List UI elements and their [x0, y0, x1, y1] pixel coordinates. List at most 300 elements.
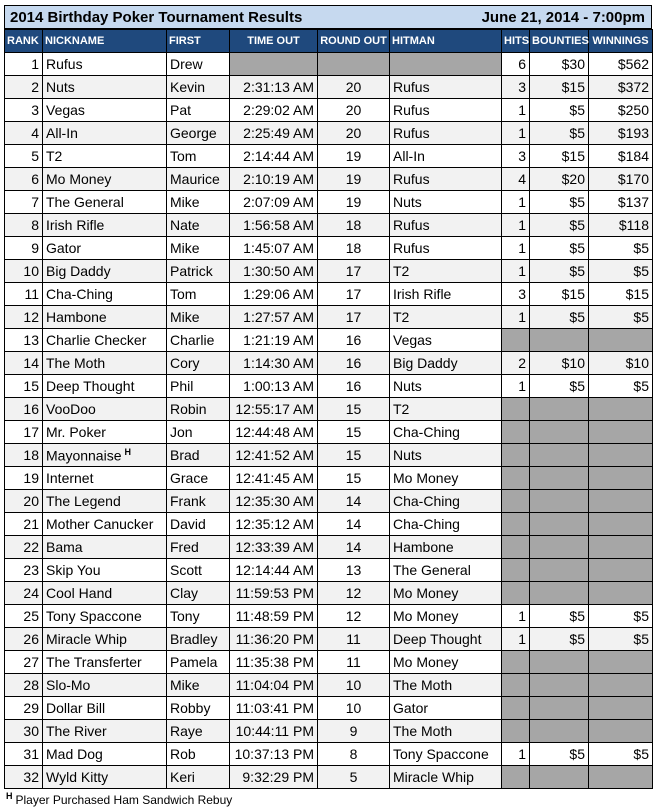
first-name-cell: [167, 628, 230, 651]
hits-cell-text: 1: [518, 631, 526, 647]
table-row: [5, 168, 653, 191]
winnings-cell: [589, 628, 653, 651]
nickname-cell: [43, 260, 167, 283]
winnings-cell-text: $5: [633, 378, 649, 394]
hits-cell-text: 1: [518, 746, 526, 762]
time-out-cell: [230, 329, 318, 352]
results-body: [5, 53, 653, 789]
first-name-cell: [167, 513, 230, 536]
round-out-cell-text: 14: [345, 493, 362, 509]
rank-cell-text: 27: [23, 654, 39, 670]
bounties-cell: [530, 76, 589, 99]
rank-cell-text: 18: [23, 447, 39, 463]
rank-cell: [5, 375, 43, 398]
nickname-cell-text: Rufus: [46, 56, 83, 72]
first-name-cell-text: Frank: [170, 493, 206, 509]
table-row: [5, 743, 653, 766]
nickname-cell-text: Mother Canucker: [46, 516, 154, 532]
rank-cell-text: 1: [31, 56, 39, 72]
winnings-cell: [589, 720, 653, 743]
footnote: [6, 791, 232, 807]
table-row: [5, 490, 653, 513]
nickname-cell: [43, 444, 167, 467]
nickname-cell: [43, 628, 167, 651]
bounties-cell: [530, 214, 589, 237]
bounties-cell-text: $5: [569, 125, 585, 141]
winnings-cell: [589, 352, 653, 375]
round-out-cell: [318, 628, 390, 651]
time-out-cell-text: 1:45:07 AM: [243, 240, 314, 256]
round-out-cell-text: 19: [345, 194, 362, 210]
nickname-cell-text: Slo-Mo: [46, 677, 91, 693]
nickname-cell-text: Dollar Bill: [46, 700, 106, 716]
time-out-cell-text: 9:32:29 PM: [242, 769, 314, 785]
time-out-cell: [230, 444, 318, 467]
bounties-cell: [530, 122, 589, 145]
table-row: [5, 352, 653, 375]
table-row: [5, 398, 653, 421]
time-out-cell-text: 2:14:44 AM: [243, 148, 314, 164]
round-out-cell-text: 17: [345, 309, 362, 325]
first-name-cell-text: Charlie: [170, 332, 215, 348]
time-out-cell-text: 10:44:11 PM: [235, 723, 314, 739]
first-name-cell-text: Pamela: [170, 654, 218, 670]
rank-cell-text: 22: [23, 539, 39, 555]
hitman-cell-text: Deep Thought: [393, 631, 482, 647]
round-out-cell: [318, 76, 390, 99]
time-out-cell: [230, 122, 318, 145]
bounties-cell: [530, 260, 589, 283]
hitman-cell-text: Cha-Ching: [393, 493, 460, 509]
bounties-cell: [530, 628, 589, 651]
table-row: [5, 53, 653, 76]
nickname-cell-text: Vegas: [46, 102, 85, 118]
rank-cell: [5, 766, 43, 789]
hits-cell-text: 1: [518, 102, 526, 118]
table-row: [5, 122, 653, 145]
hitman-cell-text: Cha-Ching: [393, 424, 460, 440]
bounties-cell-text: $20: [561, 171, 585, 187]
time-out-cell-text: 12:44:48 AM: [235, 424, 314, 440]
bounties-cell: [530, 329, 589, 352]
round-out-cell: [318, 53, 390, 76]
first-name-cell: [167, 76, 230, 99]
hitman-cell: [390, 283, 502, 306]
hits-cell-text: 3: [518, 79, 526, 95]
rank-cell: [5, 651, 43, 674]
rebuy-mark: H: [124, 446, 131, 457]
nickname-cell-text: The Transferter: [46, 654, 142, 670]
hitman-cell-text: The General: [393, 562, 471, 578]
winnings-cell: [589, 76, 653, 99]
nickname-cell: [43, 605, 167, 628]
round-out-cell-text: 11: [346, 631, 361, 647]
hitman-cell: [390, 490, 502, 513]
results-sheet: [4, 5, 652, 789]
time-out-cell: [230, 467, 318, 490]
nickname-cell: [43, 559, 167, 582]
hitman-cell: [390, 122, 502, 145]
rank-cell: [5, 720, 43, 743]
round-out-cell: [318, 559, 390, 582]
hits-cell: [502, 352, 530, 375]
winnings-cell-text: $562: [617, 56, 649, 72]
bounties-cell: [530, 398, 589, 421]
table-row: [5, 628, 653, 651]
first-name-cell: [167, 674, 230, 697]
time-out-cell-text: 12:35:12 AM: [235, 516, 314, 532]
round-out-cell: [318, 467, 390, 490]
rank-cell: [5, 582, 43, 605]
rank-cell-text: 5: [31, 148, 39, 164]
nickname-cell-text: VooDoo: [46, 401, 96, 417]
first-name-cell: [167, 191, 230, 214]
rank-cell-text: 7: [31, 194, 39, 210]
rank-cell: [5, 99, 43, 122]
first-name-cell: [167, 329, 230, 352]
bounties-cell: [530, 352, 589, 375]
winnings-cell-text: $10: [625, 355, 649, 371]
bounties-cell-text: $15: [561, 148, 585, 164]
first-name-cell: [167, 743, 230, 766]
table-row: [5, 283, 653, 306]
time-out-cell: [230, 260, 318, 283]
round-out-cell-text: 14: [345, 516, 362, 532]
time-out-cell: [230, 559, 318, 582]
nickname-cell-text: The River: [46, 723, 107, 739]
winnings-cell: [589, 375, 653, 398]
hitman-cell-text: Hambone: [393, 539, 454, 555]
nickname-cell: [43, 398, 167, 421]
hitman-cell: [390, 260, 502, 283]
hitman-cell-text: T2: [393, 263, 410, 279]
first-name-cell-text: Mike: [170, 309, 200, 325]
hits-cell: [502, 99, 530, 122]
first-name-cell: [167, 375, 230, 398]
winnings-cell-text: $193: [617, 125, 649, 141]
winnings-cell-text: $15: [625, 286, 649, 302]
rank-cell-text: 13: [23, 332, 39, 348]
round-out-cell: [318, 237, 390, 260]
nickname-cell-text: All-In: [46, 125, 78, 141]
winnings-cell: [589, 467, 653, 490]
rank-cell: [5, 559, 43, 582]
round-out-cell: [318, 329, 390, 352]
results-table: [4, 29, 653, 789]
nickname-cell-text: Big Daddy: [46, 263, 111, 279]
rank-cell-text: 12: [23, 309, 39, 325]
winnings-cell: [589, 53, 653, 76]
first-name-cell-text: Tom: [170, 286, 197, 302]
nickname-cell: [43, 145, 167, 168]
round-out-cell-text: 20: [345, 79, 362, 95]
winnings-cell: [589, 651, 653, 674]
hits-cell-text: 1: [518, 194, 526, 210]
time-out-cell: [230, 513, 318, 536]
hitman-cell-text: Miracle Whip: [393, 769, 474, 785]
rank-cell-text: 10: [23, 263, 39, 279]
round-out-cell-text: 8: [349, 746, 358, 762]
round-out-cell: [318, 697, 390, 720]
bounties-cell-text: $15: [561, 79, 585, 95]
winnings-cell: [589, 283, 653, 306]
winnings-cell: [589, 674, 653, 697]
hitman-cell: [390, 766, 502, 789]
first-name-cell: [167, 214, 230, 237]
hitman-cell: [390, 421, 502, 444]
round-out-cell: [318, 766, 390, 789]
table-row: [5, 375, 653, 398]
nickname-cell-text: The Moth: [46, 355, 106, 371]
round-out-cell: [318, 674, 390, 697]
rank-cell-text: 30: [23, 723, 39, 739]
nickname-cell-text: T2: [46, 148, 63, 164]
round-out-cell: [318, 168, 390, 191]
rank-cell: [5, 513, 43, 536]
nickname-cell: [43, 122, 167, 145]
nickname-cell: [43, 352, 167, 375]
first-name-cell-text: Rob: [170, 746, 196, 762]
round-out-cell-text: 10: [345, 677, 362, 693]
winnings-cell: [589, 260, 653, 283]
rank-cell: [5, 145, 43, 168]
first-name-cell: [167, 605, 230, 628]
hitman-cell-text: Rufus: [393, 171, 430, 187]
hitman-cell-text: All-In: [393, 148, 425, 164]
hits-cell: [502, 283, 530, 306]
hits-cell-text: 2: [518, 355, 526, 371]
bounties-cell: [530, 467, 589, 490]
hitman-cell-text: Vegas: [393, 332, 432, 348]
table-row: [5, 651, 653, 674]
round-out-cell-text: 17: [345, 286, 362, 302]
time-out-cell-text: 2:29:02 AM: [243, 102, 314, 118]
round-out-cell: [318, 743, 390, 766]
rank-cell-text: 3: [31, 102, 39, 118]
bounties-cell: [530, 720, 589, 743]
bounties-cell: [530, 145, 589, 168]
nickname-cell: [43, 536, 167, 559]
first-name-cell-text: Pat: [170, 102, 192, 118]
winnings-cell-text: $5: [633, 746, 649, 762]
first-name-cell: [167, 720, 230, 743]
round-out-cell-text: 13: [345, 562, 362, 578]
first-name-cell-text: Phil: [170, 378, 194, 394]
time-out-cell: [230, 145, 318, 168]
hitman-cell-text: Big Daddy: [393, 355, 458, 371]
rank-cell: [5, 697, 43, 720]
nickname-cell-text: Cha-Ching: [46, 286, 113, 302]
first-name-cell: [167, 237, 230, 260]
hitman-cell-text: Irish Rifle: [393, 286, 452, 302]
time-out-cell-text: 2:31:13 AM: [243, 79, 314, 95]
rank-cell-text: 17: [23, 424, 39, 440]
time-out-cell: [230, 651, 318, 674]
rank-cell: [5, 467, 43, 490]
bounties-cell: [530, 513, 589, 536]
hitman-cell: [390, 375, 502, 398]
hitman-cell-text: T2: [393, 309, 410, 325]
footnote-mark: H: [6, 791, 13, 801]
first-name-cell-text: Keri: [170, 769, 195, 785]
time-out-cell-text: 11:35:38 PM: [235, 654, 314, 670]
bounties-cell: [530, 306, 589, 329]
bounties-cell: [530, 605, 589, 628]
rank-cell: [5, 398, 43, 421]
hits-cell-text: 1: [518, 608, 526, 624]
hits-cell: [502, 306, 530, 329]
hitman-cell-text: Cha-Ching: [393, 516, 460, 532]
hits-cell: [502, 536, 530, 559]
bounties-cell-text: $5: [569, 631, 585, 647]
hits-cell: [502, 122, 530, 145]
bounties-cell-text: $5: [569, 217, 585, 233]
time-out-cell: [230, 628, 318, 651]
round-out-cell-text: 11: [346, 654, 361, 670]
col-header-rank: RANK: [5, 30, 43, 53]
rank-cell-text: 8: [31, 217, 39, 233]
col-header-bounties: BOUNTIES: [530, 30, 589, 53]
rank-cell: [5, 490, 43, 513]
bounties-cell: [530, 375, 589, 398]
table-row: [5, 260, 653, 283]
bounties-cell: [530, 536, 589, 559]
nickname-cell-text: Cool Hand: [46, 585, 113, 601]
winnings-cell: [589, 168, 653, 191]
round-out-cell: [318, 720, 390, 743]
hits-cell: [502, 697, 530, 720]
round-out-cell-text: 19: [345, 171, 362, 187]
bounties-cell: [530, 237, 589, 260]
bounties-cell: [530, 674, 589, 697]
round-out-cell: [318, 283, 390, 306]
hitman-cell-text: Rufus: [393, 125, 430, 141]
hitman-cell: [390, 743, 502, 766]
table-row: [5, 191, 653, 214]
winnings-cell: [589, 490, 653, 513]
hits-cell: [502, 398, 530, 421]
winnings-cell: [589, 122, 653, 145]
first-name-cell-text: Robby: [170, 700, 211, 716]
rank-cell-text: 4: [31, 125, 39, 141]
hitman-cell-text: Rufus: [393, 79, 430, 95]
first-name-cell-text: Raye: [170, 723, 203, 739]
winnings-cell: [589, 145, 653, 168]
rank-cell: [5, 191, 43, 214]
round-out-cell: [318, 651, 390, 674]
first-name-cell: [167, 260, 230, 283]
time-out-cell: [230, 283, 318, 306]
bounties-cell-text: $5: [569, 746, 585, 762]
winnings-cell: [589, 766, 653, 789]
time-out-cell: [230, 76, 318, 99]
rank-cell-text: 15: [23, 378, 39, 394]
table-row: [5, 697, 653, 720]
table-row: [5, 76, 653, 99]
rank-cell-text: 24: [23, 585, 39, 601]
hits-cell: [502, 237, 530, 260]
winnings-cell: [589, 306, 653, 329]
hits-cell: [502, 145, 530, 168]
nickname-cell-text: Hambone: [46, 309, 107, 325]
rank-cell: [5, 214, 43, 237]
nickname-cell-text: The General: [46, 194, 124, 210]
bounties-cell: [530, 582, 589, 605]
hits-cell-text: 3: [518, 148, 526, 164]
sheet-title: 2014 Birthday Poker Tournament Results: [10, 8, 303, 26]
round-out-cell-text: 10: [345, 700, 362, 716]
round-out-cell: [318, 444, 390, 467]
hits-cell: [502, 168, 530, 191]
hits-cell: [502, 674, 530, 697]
first-name-cell-text: Patrick: [170, 263, 213, 279]
hitman-cell: [390, 352, 502, 375]
hitman-cell: [390, 191, 502, 214]
hits-cell: [502, 214, 530, 237]
bounties-cell-text: $5: [569, 309, 585, 325]
hitman-cell: [390, 306, 502, 329]
rank-cell-text: 25: [23, 608, 39, 624]
rank-cell: [5, 53, 43, 76]
round-out-cell: [318, 260, 390, 283]
bounties-cell: [530, 99, 589, 122]
hitman-cell: [390, 398, 502, 421]
hits-cell: [502, 766, 530, 789]
hitman-cell-text: Nuts: [393, 194, 422, 210]
first-name-cell: [167, 582, 230, 605]
bounties-cell: [530, 191, 589, 214]
rank-cell: [5, 122, 43, 145]
rank-cell-text: 21: [23, 516, 39, 532]
rank-cell-text: 2: [31, 79, 39, 95]
nickname-cell: [43, 651, 167, 674]
round-out-cell: [318, 490, 390, 513]
nickname-cell: [43, 697, 167, 720]
table-row: [5, 329, 653, 352]
table-row: [5, 720, 653, 743]
time-out-cell: [230, 168, 318, 191]
time-out-cell-text: 11:03:41 PM: [235, 700, 314, 716]
rank-cell-text: 23: [23, 562, 39, 578]
nickname-cell-text: Miracle Whip: [46, 631, 127, 647]
bounties-cell-text: $30: [561, 56, 585, 72]
first-name-cell-text: Robin: [170, 401, 207, 417]
time-out-cell: [230, 375, 318, 398]
winnings-cell: [589, 421, 653, 444]
rank-cell-text: 16: [23, 401, 39, 417]
time-out-cell: [230, 398, 318, 421]
rank-cell: [5, 421, 43, 444]
winnings-cell-text: $5: [633, 309, 649, 325]
hits-cell: [502, 490, 530, 513]
hits-cell: [502, 651, 530, 674]
table-row: [5, 214, 653, 237]
nickname-cell: [43, 743, 167, 766]
title-bar: [4, 5, 652, 29]
nickname-cell: [43, 582, 167, 605]
winnings-cell: [589, 582, 653, 605]
round-out-cell: [318, 398, 390, 421]
hits-cell-text: 1: [518, 309, 526, 325]
time-out-cell-text: 1:27:57 AM: [243, 309, 314, 325]
round-out-cell-text: 15: [345, 447, 362, 463]
rank-cell: [5, 306, 43, 329]
hitman-cell: [390, 720, 502, 743]
hitman-cell: [390, 467, 502, 490]
hitman-cell-text: Rufus: [393, 217, 430, 233]
hits-cell: [502, 605, 530, 628]
bounties-cell: [530, 766, 589, 789]
